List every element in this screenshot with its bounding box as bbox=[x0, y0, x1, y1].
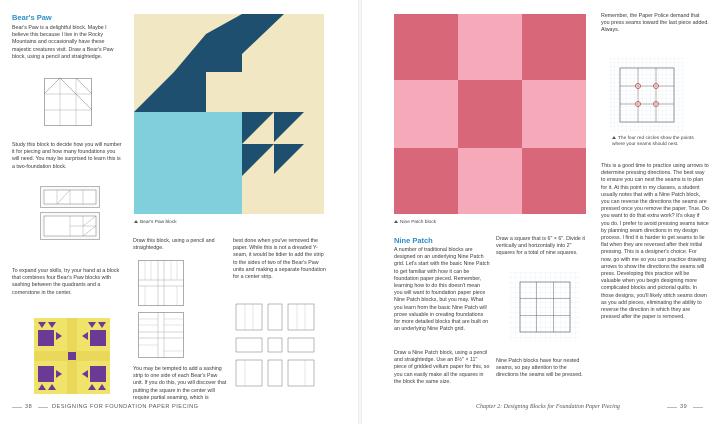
caption-triangle-icon bbox=[612, 136, 616, 139]
square-division-text: Draw a square that is 6" × 6". Divide it vertically and horizontally into 2" squares for a total of nine squares. bbox=[496, 236, 585, 257]
caption-triangle-icon bbox=[134, 220, 138, 223]
left-footer-title: DESIGNING FOR FOUNDATION PAPER PIECING bbox=[52, 404, 199, 410]
bears-paw-block-photo bbox=[134, 14, 324, 214]
caption-triangle-icon bbox=[394, 220, 398, 223]
nine-patch-caption: Nine Patch block bbox=[394, 220, 436, 225]
bears-paw-draw-text: Draw this block, using a pencil and straightedge. bbox=[133, 238, 215, 252]
bears-paw-intro: Bear's Paw is a delightful block. Maybe I believe this because I live in the Rocky Mountains and occasionally have these majestic creatures visit. Draw a Bear's Paw block, using a pencil and straightedge. bbox=[12, 25, 114, 60]
nine-patch-block-photo bbox=[394, 14, 586, 214]
left-page-number: 38 bbox=[25, 404, 33, 410]
four-bears-paw-quilt-photo bbox=[34, 318, 110, 394]
red-circles-caption: The four red circles show the points where your seams should nest. bbox=[612, 136, 694, 147]
sashed-grid-diagram bbox=[138, 312, 184, 358]
footer-rule-left-2 bbox=[38, 407, 48, 408]
nine-patch-grid-diagram bbox=[510, 272, 580, 342]
bears-paw-caption: Bear's Paw block bbox=[134, 220, 177, 225]
footer-rule-left bbox=[12, 407, 22, 408]
sashed-bears-paw-diagram bbox=[138, 260, 184, 306]
pressing-directions-text: This is a good time to practice using arrows to determine pressing directions. The best way to ensure you can nest the seams is to plan for it. At this point in my classes, a student usually notes that with a Nine Patch block, you can reverse the directions the seams are pressed once you remove the paper. True. Do you want to do that extra work? It's okay if you do. I prefer to avoid pressing seams twice by planning seam directions in my design process. I find it is harder to get seams to lie flat when they are reversed after their initial pressing. This is a designer's choice. For now, go with me so you can practice drawing arrows to show the directions the seams will press. Developing this practice will be valuable when you begin designing more complicated blocks and pictorial quilts. In those designs, you'll likely stitch seams down as you add pieces, eliminating the ability to reverse the direction in which they are pressed after the paper is removed. bbox=[601, 163, 709, 321]
foundation-diagram-b bbox=[40, 212, 100, 240]
footer-rule-right bbox=[667, 407, 677, 408]
sashing-strip-text: You may be tempted to add a sashing strip to one side of each Bear's Paw unit. If you do this, you will discover that putting the square in the center will require partial seaming, which is bbox=[133, 366, 227, 401]
nested-seams-diagram bbox=[610, 58, 684, 132]
right-footer-title: Chapter 2: Designing Blocks for Foundation Paper Piecing bbox=[476, 404, 620, 410]
bears-paw-heading: Bear's Paw bbox=[12, 13, 52, 22]
footer-rule-right-2 bbox=[693, 407, 703, 408]
separate-foundations-diagram bbox=[234, 302, 329, 392]
nine-patch-draw-text: Draw a Nine Patch block, using a pencil and straightedge. Use an 8½" × 11" piece of gridded vellum paper for this, so you can easily make all the squares in the block the same size. bbox=[394, 350, 490, 385]
foundation-diagram-a bbox=[40, 186, 100, 208]
book-gutter bbox=[358, 0, 362, 424]
nine-patch-intro: A number of traditional blocks are designed on an underlying Nine Patch grid. Let's start with the basic Nine Patch to get familiar with how it can be foundation paper pieced. Remember, learning how to do this doesn't mean you will want to foundation paper piece Nine Patch blocks, but you may. What you learn from the basic Nine Patch will prove valuable in creating foundations for more detailed blocks that are built on an underlying Nine Patch grid. bbox=[394, 247, 490, 333]
bears-paw-line-diagram bbox=[44, 78, 92, 126]
paper-police-text: Remember, the Paper Police demand that you press seams toward the last piece added. Always. bbox=[601, 13, 709, 34]
bears-paw-expand-text: To expand your skills, try your hand at a block that combines four Bear's Paw blocks with sashing between the quadrants and a cornerstone in the center. bbox=[12, 268, 120, 296]
y-seam-text: best done when you've removed the paper. While this is not a dreaded Y-seam, it would be tidier to add the strip to the sides of two of the Bear's Paw units and making a separate foundation for a center strip. bbox=[233, 238, 326, 281]
right-page-number: 39 bbox=[680, 404, 688, 410]
bears-paw-study-text: Study this block to decide how you will number it for piecing and how many foundations you will need. You may be surprised to learn this is a two-foundation block. bbox=[12, 142, 122, 170]
nested-seams-text: Nine Patch blocks have four nested seams, so pay attention to the directions the seams will be pressed. bbox=[496, 358, 583, 379]
nine-patch-heading: Nine Patch bbox=[394, 236, 433, 245]
